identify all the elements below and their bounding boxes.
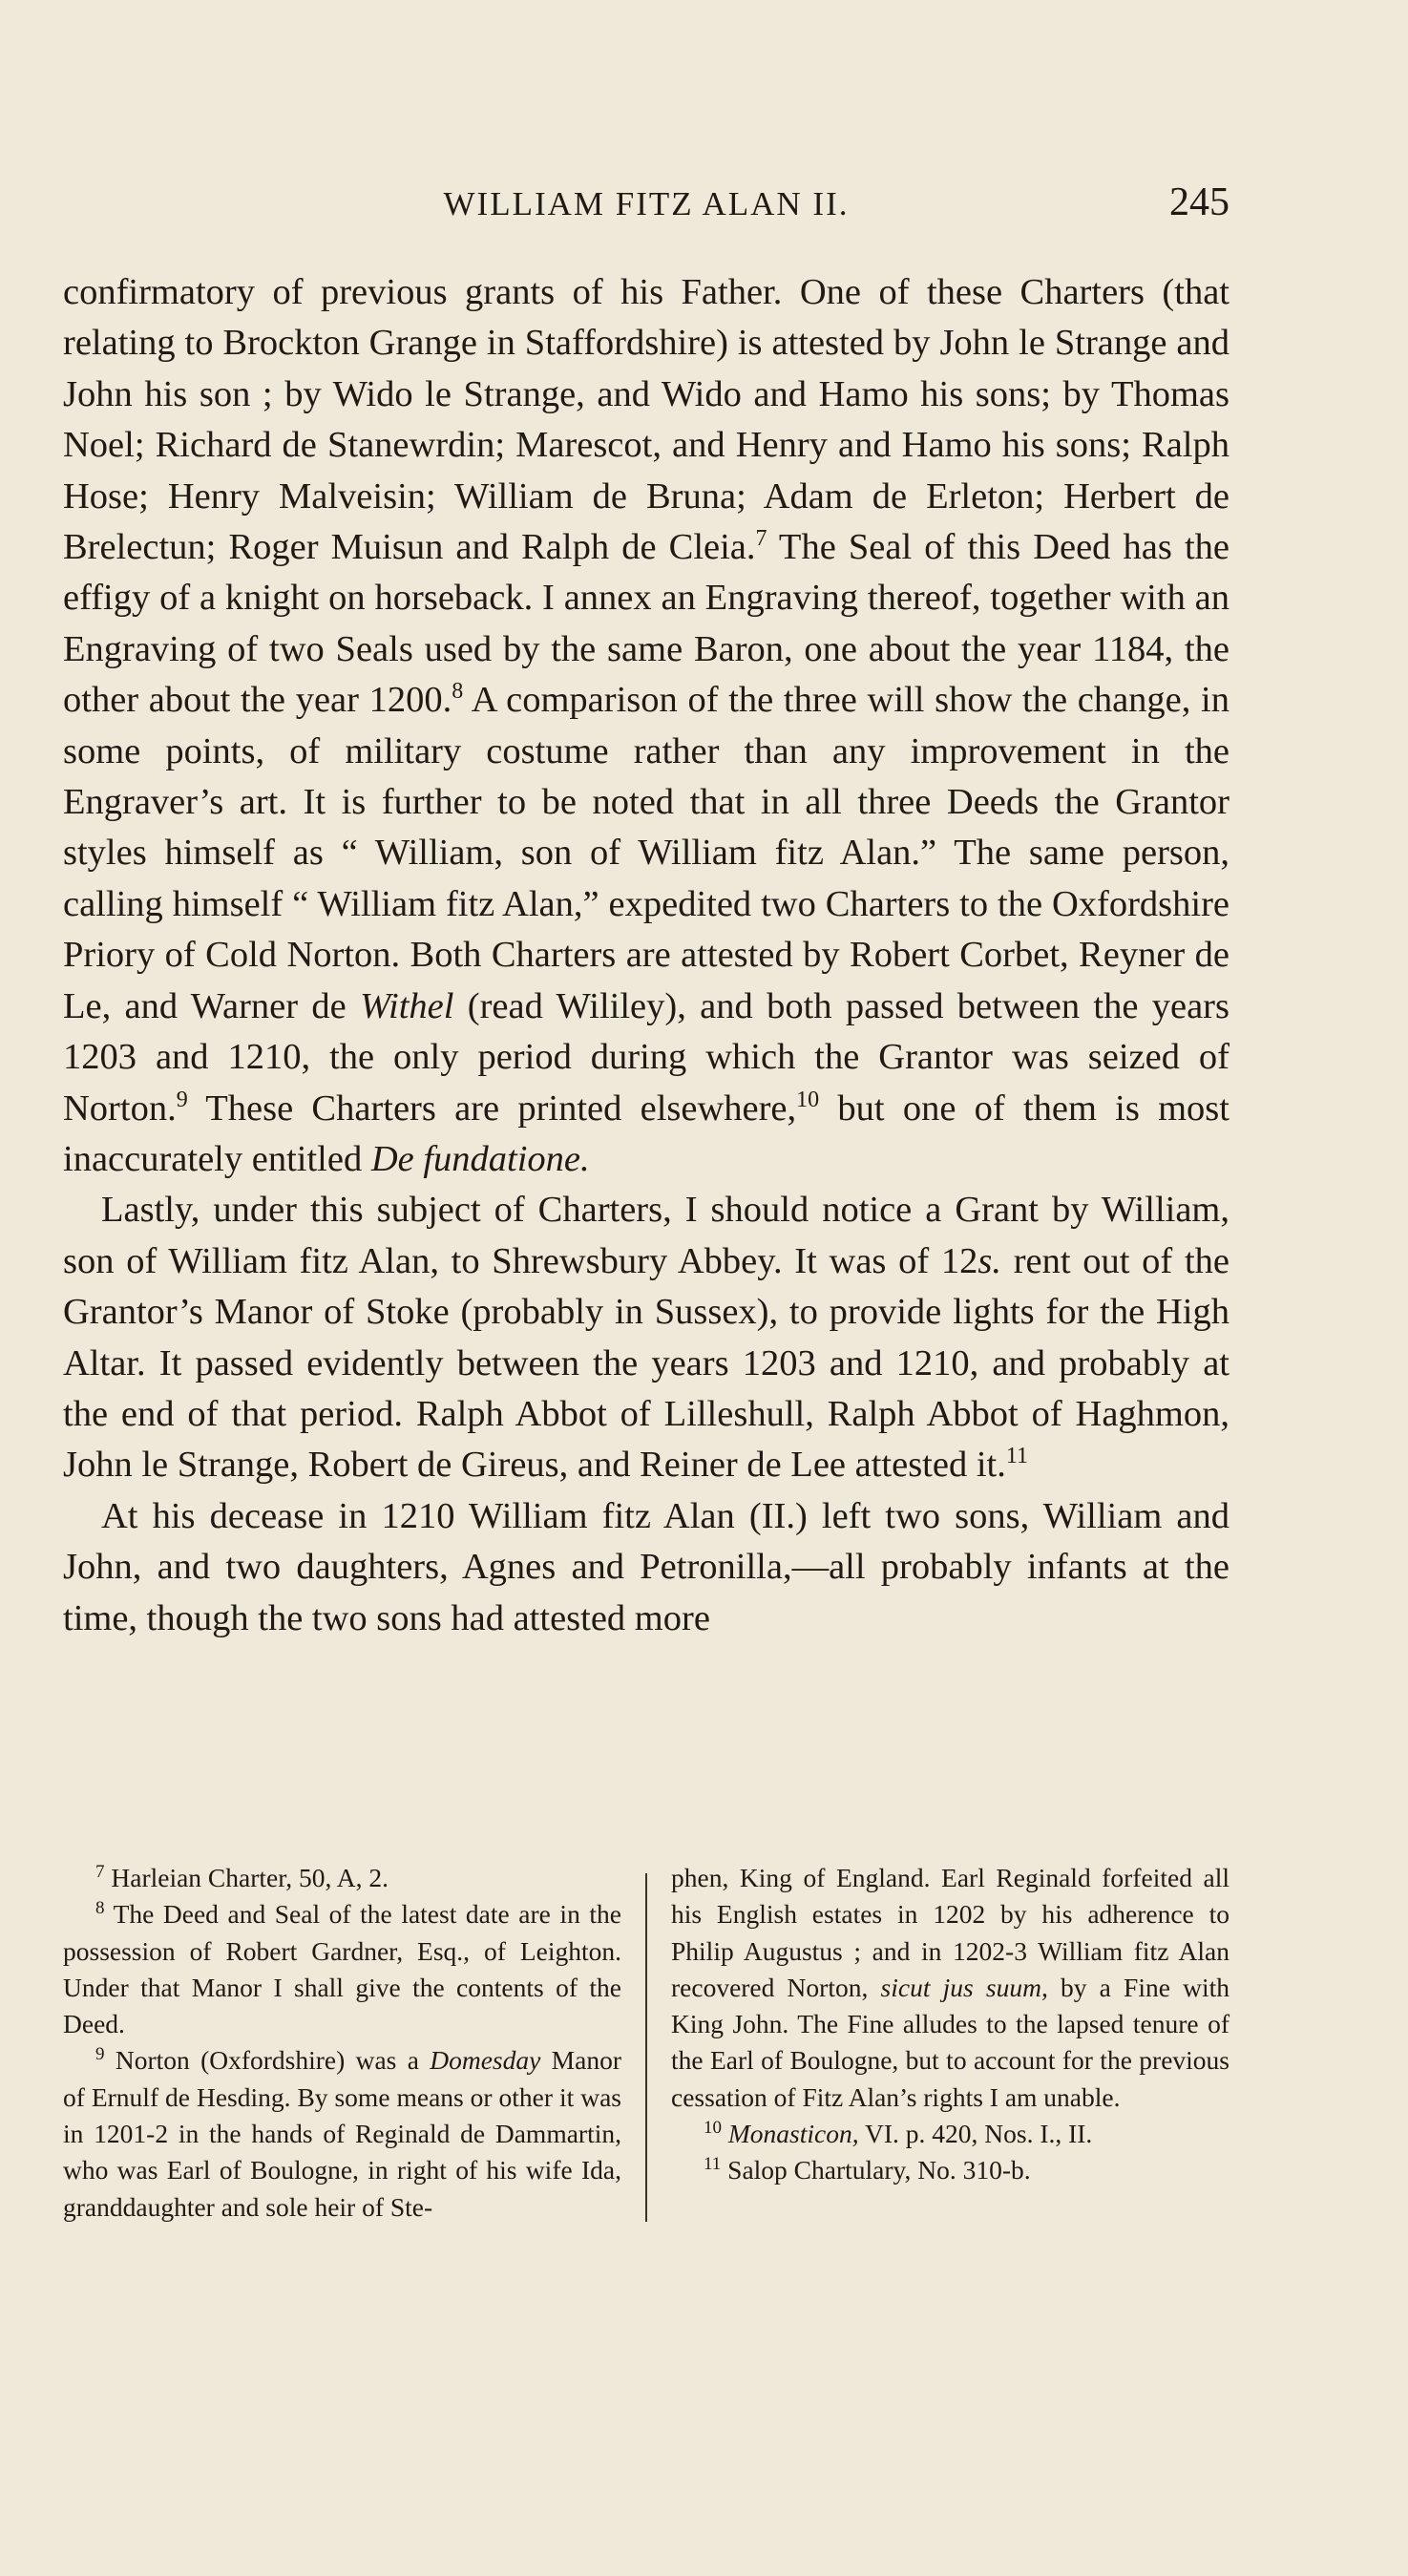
footnote-ref-10: 10 — [796, 1087, 820, 1112]
footnote-number: 8 — [95, 1898, 105, 1919]
italic-monasticon: Monasticon, — [727, 2119, 859, 2149]
footnotes — [63, 1860, 1229, 2242]
footnote-10 — [671, 2116, 1229, 2152]
paragraph-1-text: These Charters are printed elsewhere, — [187, 1087, 797, 1129]
footnotes-right-column — [671, 1860, 1229, 2189]
footnote-8 — [63, 1896, 621, 2042]
footnote-ref-9: 9 — [176, 1087, 188, 1112]
footnote-text: Harleian Charter, 50, A, 2. — [104, 1863, 389, 1892]
italic-sicut-jus-suum: sicut jus suum, — [880, 1972, 1048, 2002]
paragraph-3: At his decease in 1210 William fitz Alan (II.) left two sons, William and John, and two daughters, Agnes and Petronilla,—all probably infants at the time, though the two sons had attested more — [63, 1495, 1229, 1638]
footnote-number: 7 — [95, 1862, 105, 1882]
paragraph-1-text: but one of them is most inaccurately entitled — [63, 1087, 1229, 1179]
footnote-text: by a Fine with King John. The Fine alludes to the lapsed tenure of the Earl of Boulogne, but to account for the previous cessation of Fitz Alan’s rights I am unable. — [671, 1972, 1229, 2112]
footnotes-left-column — [63, 1860, 621, 2226]
footnote-number: 9 — [95, 2044, 105, 2065]
footnote-text: Norton (Oxfordshire) was a — [104, 2045, 431, 2076]
footnote-11 — [671, 2152, 1229, 2188]
page-header — [63, 179, 1229, 237]
footnote-text: phen, King of England. Earl Reginald forfeited all his English estates in 1202 by his adherence to Philip Augustus ; and in 1202-3 William fitz Alan recovered Norton, — [671, 1863, 1229, 2002]
running-head: WILLIAM FITZ ALAN II. — [443, 185, 850, 222]
footnote-text: Salop Chartulary, No. 310-b. — [721, 2155, 1031, 2185]
footnote-text: VI. p. 420, Nos. I., II. — [858, 2119, 1093, 2149]
italic-de-fundatione: De fundatione. — [370, 1138, 590, 1179]
footnote-text: The Deed and Seal of the latest date are in the possession of Robert Gardner, Esq., of Leighton. Under that Manor I shall give the contents of the Deed. — [63, 1899, 621, 2039]
footnote-number: 11 — [704, 2154, 722, 2175]
paragraph-1 — [63, 267, 1229, 1185]
italic-withel: Withel — [360, 985, 454, 1026]
footnote-9 — [63, 2042, 621, 2225]
paragraph-1-text: confirmatory of previous grants of his Father. One of these Charters (that relating to Brockton Grange in Staffordshire) is attested by John le Strange and John his son ; by Wido le Strange, and Wido and Hamo his sons; by Thomas Noel; Richard de Stanewrdin; Marescot, and Henry and Hamo his sons; Ralph Hose; Henry Malveisin; William de Bruna; Adam de Erleton; Herbert de Brelectun; Roger Muisun and Ralph de Cleia. — [63, 272, 1229, 568]
paragraph-1-text: (read Wililey), and both passed between the years 1203 and 1210, the only period during which the Grantor was seized of Norton. — [63, 985, 1229, 1129]
main-text — [63, 267, 1229, 1644]
footnote-ref-11: 11 — [1005, 1444, 1028, 1469]
paragraph-2 — [63, 1185, 1229, 1490]
paragraph-1-text: A comparison of the three will show the change, in some points, of military costume rather than any improvement in the Engraver’s art. It is further to be noted that in all three Deeds the Grantor styles himself as “ William, son of William fitz Alan.” The same person, calling himself “ William fitz Alan,” expedited two Charters to the Oxfordshire Priory of Cold Norton. Both Charters are attested by Robert Corbet, Reyner de Le, and Warner de — [63, 680, 1230, 1026]
page-number: 245 — [1169, 180, 1229, 224]
italic-domesday: Domesday — [430, 2045, 541, 2076]
footnote-ref-7: 7 — [755, 526, 767, 552]
footnote-ref-8: 8 — [452, 679, 464, 705]
footnote-text: Manor of Ernulf de Hesding. By some means or other it was in 1201-2 in the hands of Reginald de Dammartin, who was Earl of Boulogne, in right of his wife Ida, granddaughter and sole heir of Ste- — [63, 2045, 621, 2222]
paragraph-1-text: The Seal of this Deed has the effigy of a knight on horseback. I annex an Engraving thereof, together with an Engraving of two Seals used by the same Baron, one about the year 1184, the other about the year 1200. — [63, 527, 1229, 721]
footnote-number: 10 — [704, 2118, 722, 2139]
column-divider — [645, 1873, 647, 2222]
italic-shillings: s. — [977, 1240, 1001, 1281]
paragraph-2-text: rent out of the Grantor’s Manor of Stoke (probably in Sussex), to provide lights for the High Altar. It passed evidently between the years 1203 and 1210, and probably at the end of that period. Ralph Abbot of Lilleshull, Ralph Abbot of Haghmon, John le Strange, Robert de Gireus, and Reiner de Lee attested it. — [63, 1240, 1229, 1486]
footnote-9-continued — [671, 1860, 1229, 2116]
footnote-7 — [63, 1860, 621, 1896]
paragraph-2-text: Lastly, under this subject of Charters, I should notice a Grant by William, son of William fitz Alan, to Shrewsbury Abbey. It was of 12 — [63, 1190, 1229, 1281]
